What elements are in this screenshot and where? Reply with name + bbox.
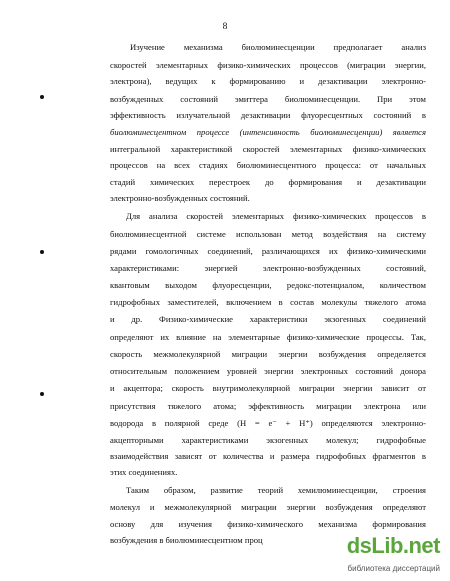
text-line: гидрофобных заместителей, включением в состав молекулы тяжелого атома	[110, 297, 426, 307]
text-line: биолюминесцентном процессе (интенсивность биолюминесценции) является	[110, 127, 426, 137]
watermark-logo: dsLib.net	[346, 533, 440, 558]
text-line: возбуждения в биолюминесцентном проц	[110, 535, 263, 545]
text-line: стадий химических перестроек до формирования и дезактивации	[110, 177, 426, 187]
text-line: и др. Физико-химические характеристики экзогенных соединений	[110, 314, 426, 324]
text-line: электрона), ведущих к формированию и дезактивации электронно-	[110, 76, 426, 86]
dot-3	[40, 392, 44, 396]
text-line: взаимодействия зависят от количества и размера гидрофобных фрагментов в	[110, 451, 426, 461]
watermark	[320, 533, 440, 573]
text-line: характеристиками: энергией электронно-возбужденных состояний,	[110, 263, 426, 273]
text-line: основу для изучения физико-химического механизма формирования	[110, 519, 426, 529]
text-line: скоростей элементарных физико-химических процессов (миграции энергии,	[110, 60, 426, 70]
text-line: интегральной характеристикой скоростей элементарных физико-химических	[110, 144, 426, 154]
text-line: эффективность излучательной дезактивации флуоресцентных состояний в	[110, 110, 426, 120]
text-line: относительным положением уровней энергии электронных состояний донора	[110, 366, 426, 376]
text-line: рядами гомологичных соединений, различающихся их физико-химическими	[110, 246, 426, 256]
watermark-subtitle: библиотека диссертаций	[347, 564, 440, 573]
text-line: квантовым выходом флуоресценции, редокс-потенциалом, количеством	[110, 280, 426, 290]
text-line: возбужденных состояний эмиттера биолюминесценции. При этом	[110, 94, 426, 104]
text-line: акцепторными характеристиками экзогенных молекул; гидрофобные	[110, 435, 426, 445]
text-line: и акцептора; скорость внутримолекулярной миграции энергии зависит от	[110, 383, 426, 393]
text-line: скорость межмолекулярной миграции энергии возбуждения определяется	[110, 349, 426, 359]
text-line: присутствия тяжелого атома; эффективность миграции электрона или	[110, 401, 426, 411]
dot-1	[40, 95, 44, 99]
text-line: биолюминесцентной системе использован метод воздействия на систему	[110, 229, 426, 239]
text-line: Таким образом, развитие теорий хемилюминесценции, строения	[126, 485, 426, 495]
text-line: водорода в полярной среде (H = e⁻ + H⁺) определяются электронно-	[110, 418, 426, 428]
text-line: этих соединениях.	[110, 467, 178, 477]
text-line: определяют их влияние на элементарные физико-химические процессы. Так,	[110, 332, 426, 342]
page-number: 8	[222, 22, 228, 32]
text-line: процессов на всех стадиях биолюминесцентного процесса: от начальных	[110, 160, 426, 170]
text-line: Изучение механизма биолюминесценции предполагает анализ	[130, 42, 426, 52]
text-line: Для анализа скоростей элементарных физико-химических процессов в	[126, 211, 426, 221]
text-line: молекул и межмолекулярной миграции энергии возбуждения определяют	[110, 502, 426, 512]
dot-2	[40, 250, 44, 254]
text-line: электронно-возбужденных состояний.	[110, 193, 250, 203]
